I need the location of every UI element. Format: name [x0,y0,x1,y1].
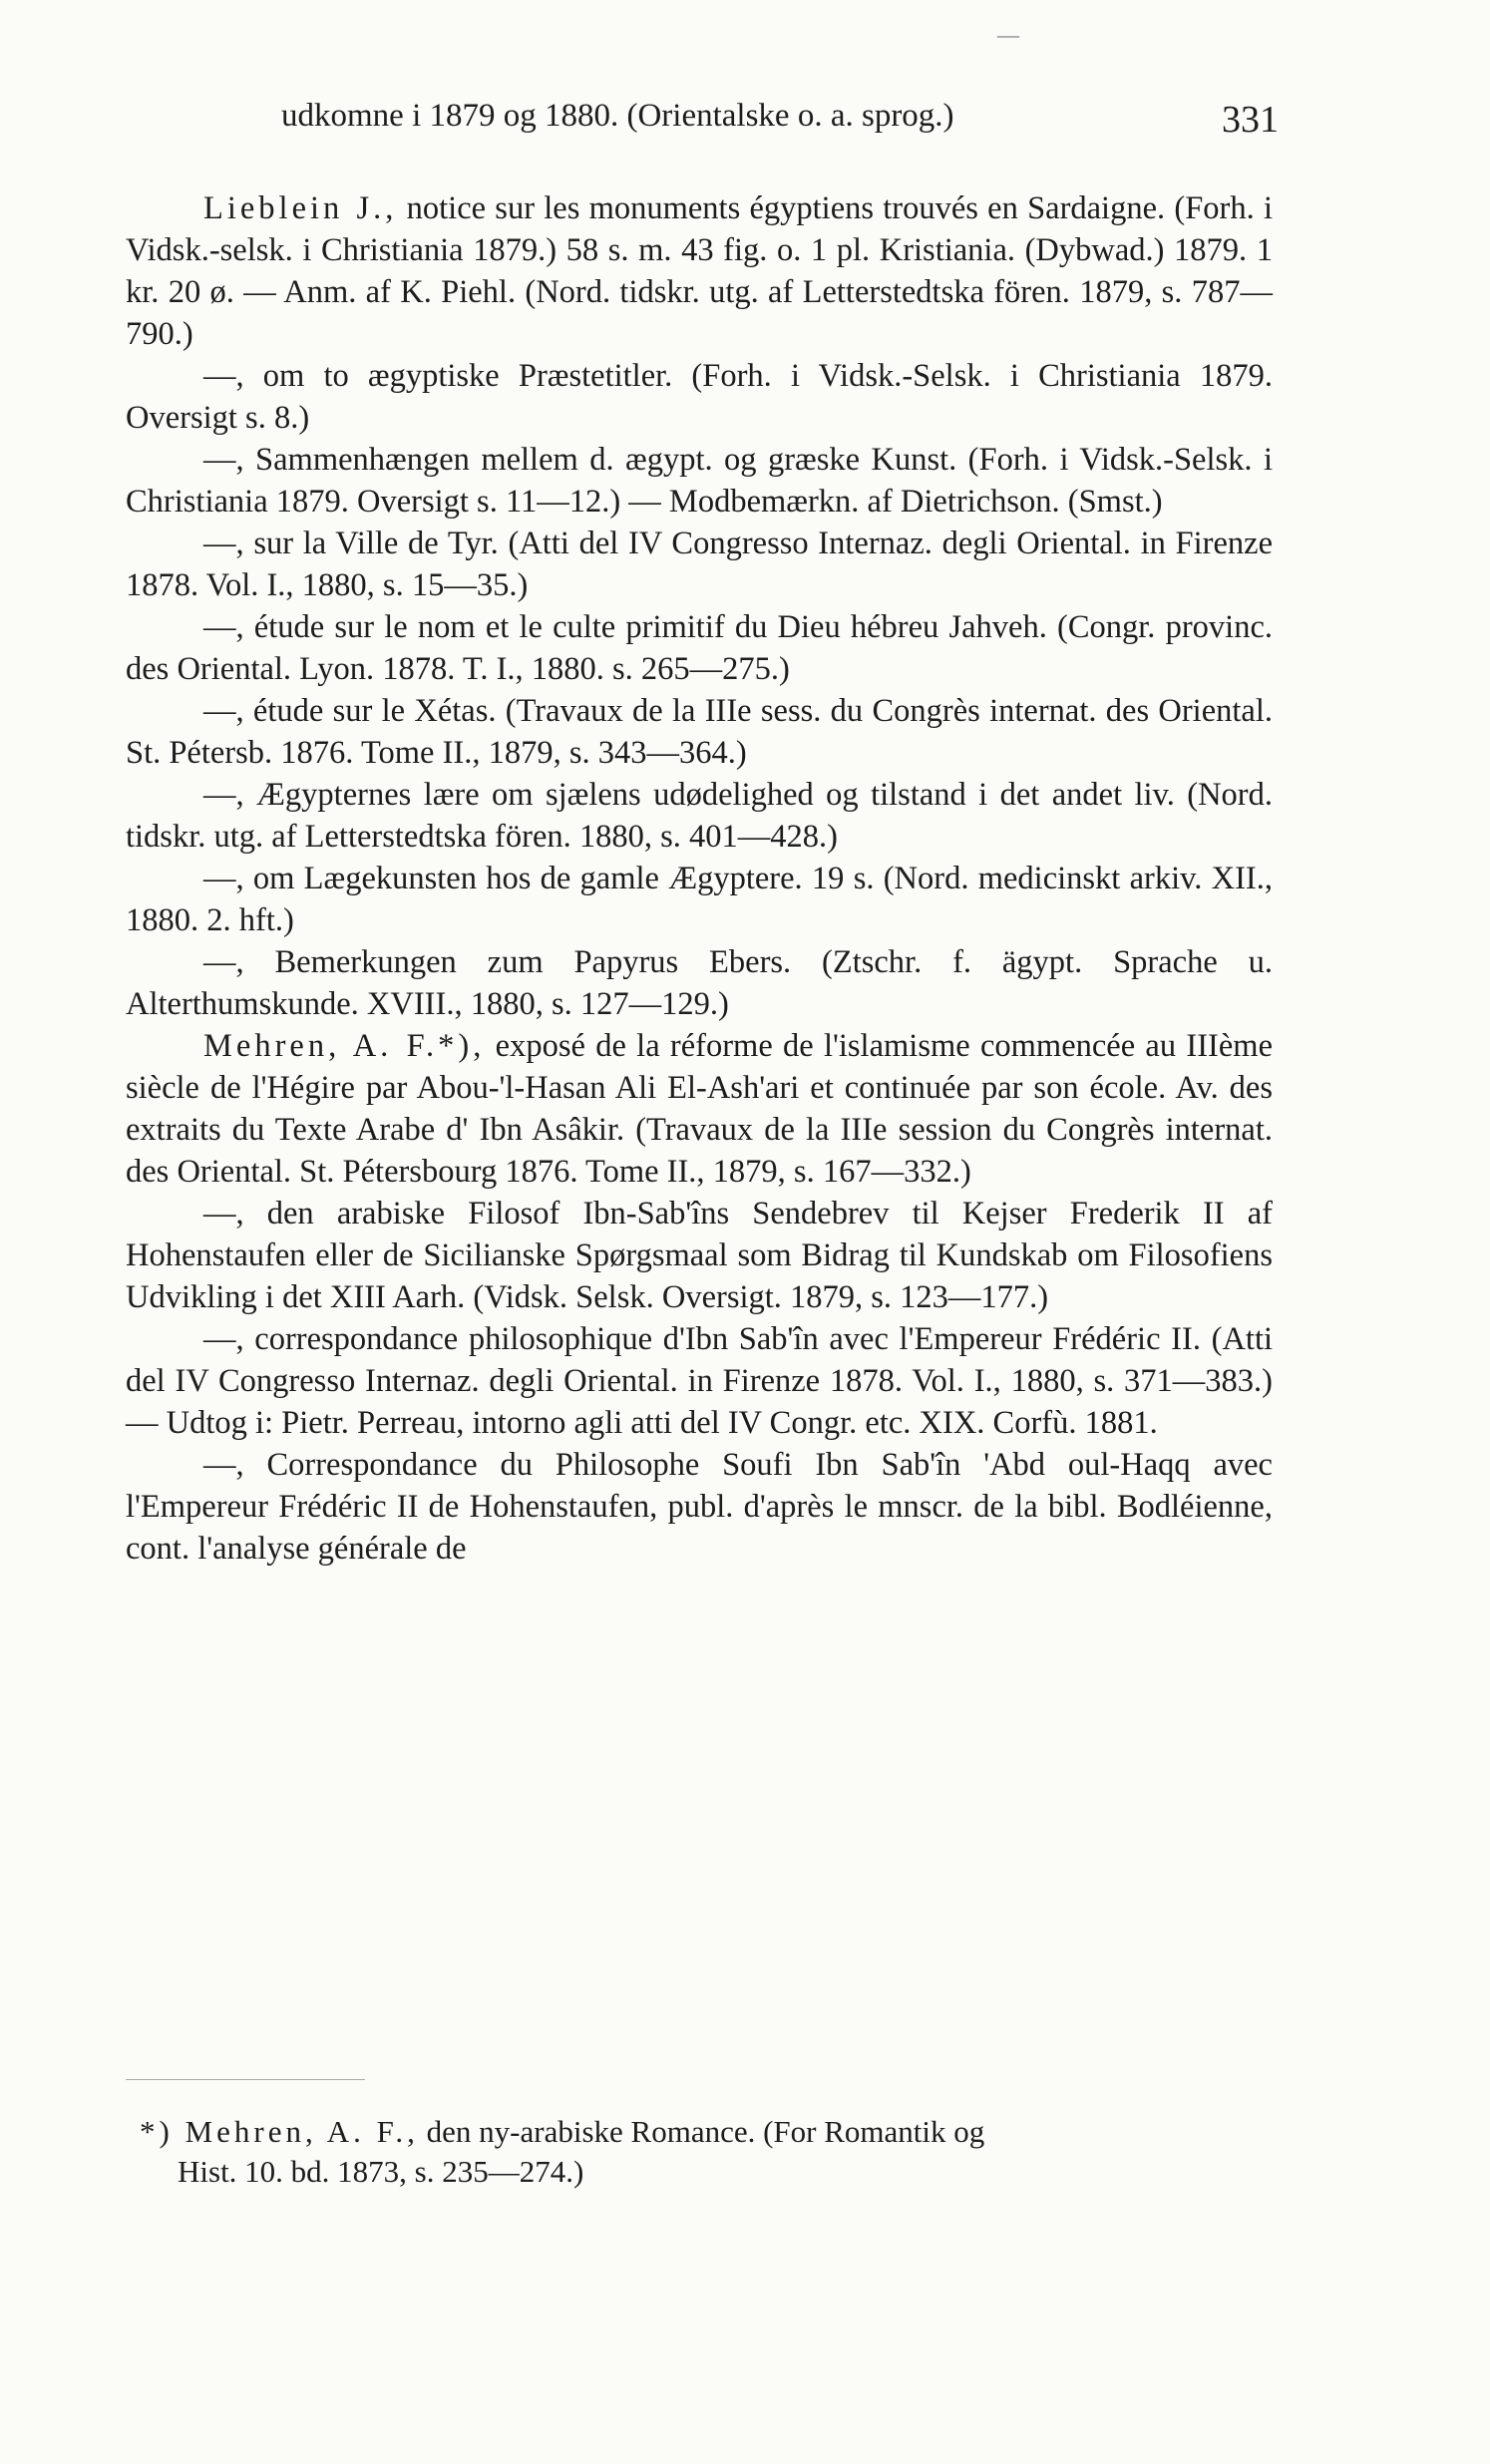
bibliography-entry [126,187,1273,355]
bibliography-entry [126,439,1273,523]
entry-text: —, correspondance philosophique d'Ibn Sab'în avec l'Empereur Frédéric II. (Atti del IV Congresso Internaz. degli Oriental. in Firenze 1878. Vol. I., 1880, s. 371—383.) — Udtog i: Pietr. Perreau, intorno agli atti del IV Congr. etc. XIX. Corfù. 1881. [126,1321,1273,1441]
page-number: 331 [1222,99,1279,141]
bibliography-entry [126,523,1273,606]
running-header [281,98,1279,142]
entry-text: —, om to ægyptiske Præstetitler. (Forh. i Vidsk.-Selsk. i Christiania 1879. Oversigt s. 8.) [126,358,1273,436]
footnote-divider [126,2079,365,2080]
bibliography-entry [126,690,1273,774]
entry-text: —, den arabiske Filosof Ibn-Sab'îns Sendebrev til Kejser Frederik II af Hohenstaufen eller de Sicilianske Spørgsmaal som Bidrag til Kundskab om Filosofiens Udvikling i det XIII Aarh. (Vidsk. Selsk. Oversigt. 1879, s. 123—177.) [126,1196,1273,1315]
bibliography-body [126,187,1273,1570]
entry-text: —, om Lægekunsten hos de gamle Ægyptere. 19 s. (Nord. medicinskt arkiv. XII., 1880. 2. hft.) [126,861,1273,938]
entry-text: —, sur la Ville de Tyr. (Atti del IV Congresso Internaz. degli Oriental. in Firenze 1878. Vol. I., 1880, s. 15—35.) [126,526,1273,603]
top-mark: — [997,22,1019,47]
entry-text: —, Correspondance du Philosophe Soufi Ibn Sab'în 'Abd oul-Haqq avec l'Empereur Frédéric II de Hohenstaufen, publ. d'après le mnscr. de la bibl. Bodléienne, cont. l'analyse générale de [126,1447,1273,1567]
bibliography-entry [126,1025,1273,1193]
bibliography-entry [126,1193,1273,1318]
author-name: Mehren, A. F.*), [203,1028,486,1064]
entry-text: notice sur les monuments égyptiens trouvés en Sardaigne. (Forh. i Vidsk.-selsk. i Christiania 1879.) 58 s. m. 43 fig. o. 1 pl. Kristiania. (Dybwad.) 1879. 1 kr. 20 ø. — Anm. af K. Piehl. (Nord. tidskr. utg. af Letterstedtska fören. 1879, s. 787—790.) [126,190,1273,352]
entry-text: exposé de la réforme de l'islamisme commencée au IIIème siècle de l'Hégire par Abou-'l-Hasan Ali El-Ash'ari et continuée par son école. Av. des extraits du Texte Arabe d' Ibn Asâkir. (Travaux de la IIIe session du Congrès internat. des Oriental. St. Pétersbourg 1876. Tome II., 1879, s. 167—332.) [126,1028,1273,1190]
bibliography-entry [126,355,1273,439]
bibliography-entry [126,774,1273,858]
footnote [140,2112,1273,2192]
entry-text: —, Ægypternes lære om sjælens udødelighed og tilstand i det andet liv. (Nord. tidskr. utg. af Letterstedtska fören. 1880, s. 401—428.) [126,777,1273,855]
bibliography-entry [126,606,1273,690]
entry-text: —, Sammenhængen mellem d. ægypt. og græske Kunst. (Forh. i Vidsk.-Selsk. i Christiania 1879. Oversigt s. 11—12.) — Modbemærkn. af Dietrichson. (Smst.) [126,442,1273,520]
header-title: udkomne i 1879 og 1880. (Orientalske o. a. sprog.) [281,98,954,134]
bibliography-entry [126,858,1273,941]
footnote-line1: den ny-arabiske Romance. (For Romantik og [418,2114,985,2149]
bibliography-entry [126,1318,1273,1444]
bibliography-entry [126,1444,1273,1570]
footnote-line2: Hist. 10. bd. 1873, s. 235—274.) [178,2154,584,2189]
footnote-lead: *) Mehren, A. F., [140,2114,419,2149]
entry-text: —, étude sur le nom et le culte primitif du Dieu hébreu Jahveh. (Congr. provinc. des Oriental. Lyon. 1878. T. I., 1880. s. 265—275.) [126,609,1273,687]
entry-text: —, étude sur le Xétas. (Travaux de la IIIe sess. du Congrès internat. des Oriental. St. Pétersb. 1876. Tome II., 1879, s. 343—364.) [126,693,1273,771]
entry-text: —, Bemerkungen zum Papyrus Ebers. (Ztschr. f. ägypt. Sprache u. Alterthumskunde. XVIII., 1880, s. 127—129.) [126,944,1273,1022]
author-name: Lieblein J., [203,190,398,226]
bibliography-entry [126,941,1273,1025]
